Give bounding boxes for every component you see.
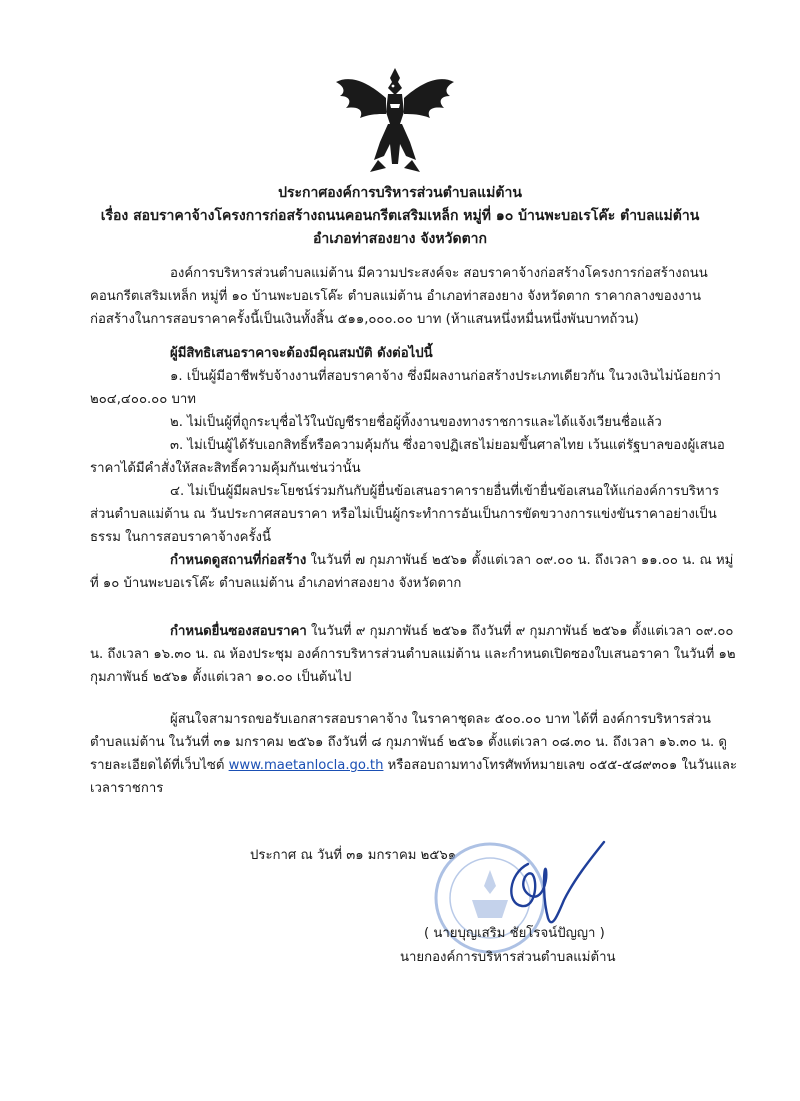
- website-link[interactable]: www.maetanlocla.go.th: [228, 758, 384, 773]
- documents-paragraph: [90, 708, 740, 800]
- qualifications-section: [90, 342, 740, 595]
- signatory-name: ( นายบุญเสริม ชัยโรจน์ปัญญา ): [424, 926, 605, 941]
- qualifications-heading: ผู้มีสิทธิเสนอราคาจะต้องมีคุณสมบัติ ดังต่อไปนี้: [170, 346, 433, 361]
- qualification-item-3: ๓. ไม่เป็นผู้ได้รับเอกสิทธิ์หรือความคุ้มกัน ซึ่งอาจปฏิเสธไม่ยอมขึ้นศาลไทย เว้นแต่รัฐบาลของผู้เสนอราคาได้มีคำสั่งให้สละสิทธิ์ความคุ้มกันเช่นว่านั้น: [90, 438, 725, 476]
- handwritten-signature: [488, 834, 608, 934]
- announcement-date: ประกาศ ณ วันที่ ๓๑ มกราคม ๒๕๖๑: [250, 848, 457, 863]
- intro-text: องค์การบริหารส่วนตำบลแม่ต้าน มีความประสงค์จะ สอบราคาจ้างก่อสร้างโครงการก่อสร้างถนนคอนกรีตเสริมเหล็ก หมู่ที่ ๑๐ บ้านพะบอเรโค๊ะ ตำบลแม่ต้าน อำเภอท่าสองยาง จังหวัดตาก ราคากลางของงานก่อสร้างในการสอบราคาครั้งนี้เป็นเงินทั้งสิ้น ๕๑๑,๐๐๐.๐๐ บาท (ห้าแสนหนึ่งหมื่นหนึ่งพันบาทถ้วน): [90, 266, 708, 327]
- intro-paragraph: [90, 262, 740, 331]
- qualification-item-2: ๒. ไม่เป็นผู้ที่ถูกระบุชื่อไว้ในบัญชีรายชื่อผู้ทิ้งงานของทางราชการและได้แจ้งเวียนชื่อแล้ว: [170, 415, 662, 430]
- announcement-subject: เรื่อง สอบราคาจ้างโครงการก่อสร้างถนนคอนกรีตเสริมเหล็ก หมู่ที่ ๑๐ บ้านพะบอเรโค๊ะ ตำบลแม่ต้าน: [100, 208, 700, 224]
- garuda-emblem: [330, 64, 460, 176]
- site-visit-paragraph: [90, 549, 740, 595]
- bid-submission-text: ในวันที่ ๙ กุมภาพันธ์ ๒๕๖๑ ถึงวันที่ ๙ กุมภาพันธ์ ๒๕๖๑ ตั้งแต่เวลา ๐๙.๐๐ น. ถึงเวลา ๑๖.๓๐ น. ณ ห้องประชุม องค์การบริหารส่วนตำบลแม่ต้าน และกำหนดเปิดซองใบเสนอราคา ในวันที่ ๑๒ กุมภาพันธ์ ๒๕๖๑ ตั้งแต่เวลา ๑๐.๐๐ เป็นต้นไป: [90, 624, 736, 685]
- bid-submission-paragraph: [90, 620, 740, 689]
- bid-submission-label: กำหนดยื่นซองสอบราคา: [170, 624, 307, 639]
- contact-text: หรือสอบถามทางโทรศัพท์หมายเลข ๐๕๕-๕๘๙๓๐๑ ในวันและเวลาราชการ: [90, 758, 737, 796]
- documents-text: ผู้สนใจสามารถขอรับเอกสารสอบราคาจ้าง ในราคาชุดละ ๕๐๐.๐๐ บาท ได้ที่ องค์การบริหารส่วนตำบลแม่ต้าน ในวันที่ ๓๑ มกราคม ๒๕๖๑ ถึงวันที่ ๘ กุมภาพันธ์ ๒๕๖๑ ตั้งแต่เวลา ๐๘.๓๐ น. ถึงเวลา ๑๖.๓๐ น. ดูรายละเอียดได้ที่เว็บไซต์: [90, 712, 727, 773]
- announcement-title: ประกาศองค์การบริหารส่วนตำบลแม่ต้าน: [278, 185, 522, 201]
- bid-submission-section: [90, 620, 740, 689]
- announcement-location: อำเภอท่าสองยาง จังหวัดตาก: [313, 231, 487, 247]
- documents-section: [90, 708, 740, 800]
- site-visit-text: ในวันที่ ๗ กุมภาพันธ์ ๒๕๖๑ ตั้งแต่เวลา ๐๙.๐๐ น. ถึงเวลา ๑๑.๐๐ น. ณ หมู่ที่ ๑๐ บ้านพะบอเรโค๊ะ ตำบลแม่ต้าน อำเภอท่าสองยาง จังหวัดตาก: [90, 553, 734, 591]
- qualification-item-4: ๔. ไม่เป็นผู้มีผลประโยชน์ร่วมกันกับผู้ยื่นข้อเสนอราคารายอื่นที่เข้ายื่นข้อเสนอให้แก่องค์การบริหารส่วนตำบลแม่ต้าน ณ วันประกาศสอบราคา หรือไม่เป็นผู้กระทำการอันเป็นการขัดขวางการแข่งขันราคาอย่างเป็นธรรม ในการสอบราคาจ้างครั้งนี้: [90, 484, 720, 545]
- site-visit-label: กำหนดดูสถานที่ก่อสร้าง: [170, 553, 307, 568]
- qualification-item-1: ๑. เป็นผู้มีอาชีพรับจ้างงานที่สอบราคาจ้าง ซึ่งมีผลงานก่อสร้างประเภทเดียวกัน ในวงเงินไม่น้อยกว่า ๒๐๔,๔๐๐.๐๐ บาท: [90, 369, 721, 407]
- signatory-position: นายกองค์การบริหารส่วนตำบลแม่ต้าน: [400, 950, 616, 965]
